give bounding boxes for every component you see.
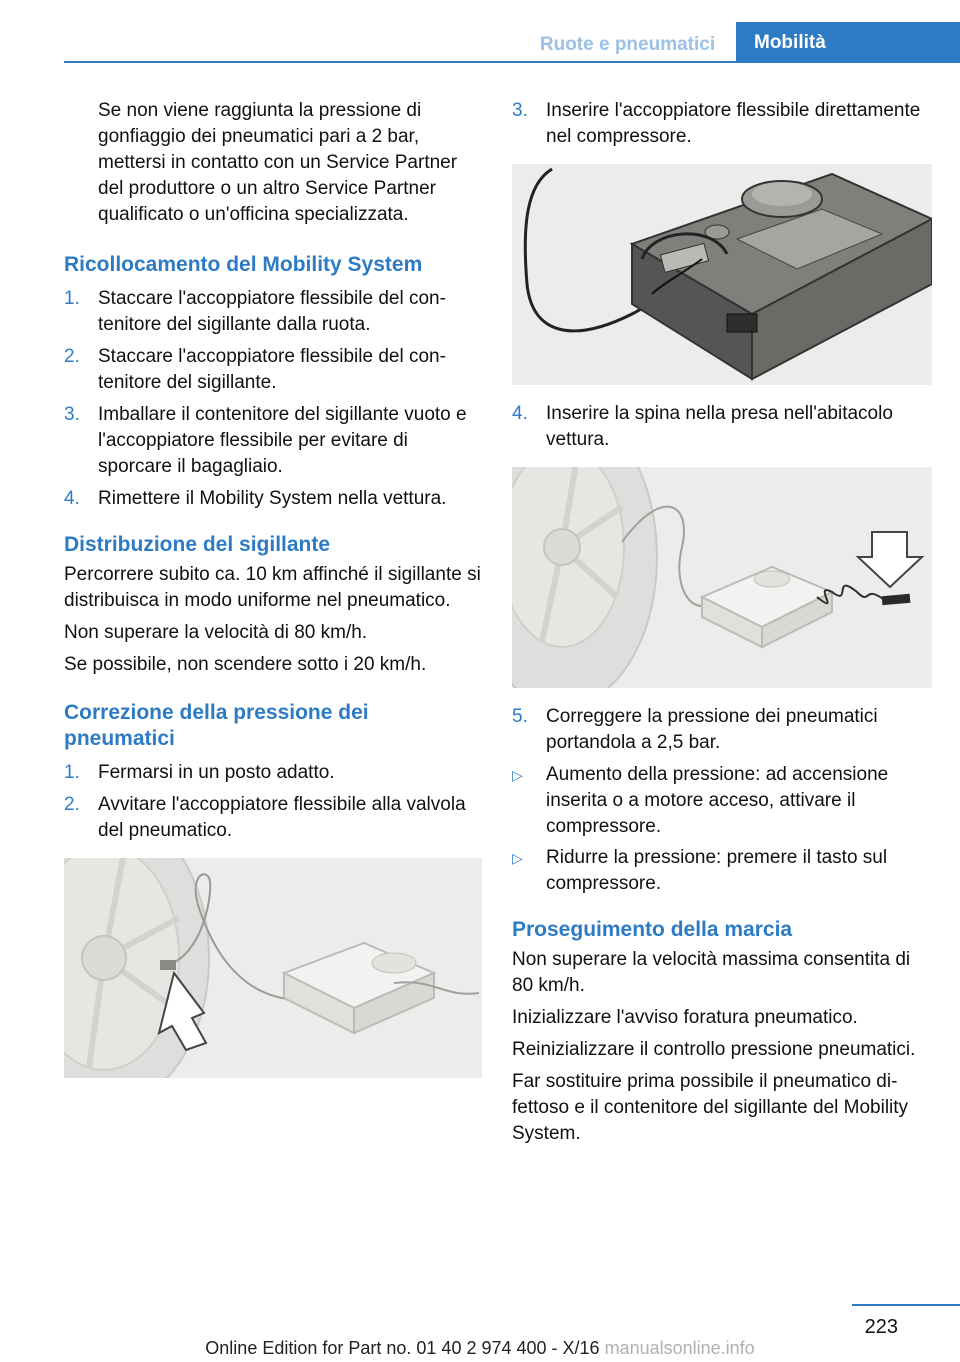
- left-column: [64, 98, 482, 1094]
- section-title-correzione: Correzione della pressione dei pneumatici: [64, 701, 369, 750]
- active-tab[interactable]: Mobilità: [736, 22, 960, 63]
- sub-item: [512, 762, 932, 840]
- step-number: 2.: [64, 346, 80, 367]
- step-number: 1.: [64, 762, 80, 783]
- steps-spina: [512, 401, 932, 453]
- step-text: Rimettere il Mobility System nella vettura.: [98, 488, 447, 509]
- paragraph: Far sostituire prima possibile il pneumatico difettoso e il contenitore del sigillante del Mobility System.: [512, 1071, 909, 1144]
- step-item: [64, 286, 482, 338]
- triangle-icon: ▷: [512, 767, 523, 783]
- paragraph: Se possibile, non scendere sotto i 20 km/h.: [64, 654, 427, 675]
- step-text: Staccare l'accoppiatore flessibile del contenitore del sigillante dalla ruota.: [98, 288, 446, 335]
- footer-edition: [0, 1338, 960, 1359]
- sub-item-text: Aumento della pressione: ad accensione inserita o a motore acceso, attivare il compressore.: [546, 764, 889, 837]
- sub-steps-pressione: [512, 762, 932, 897]
- step-text: Staccare l'accoppiatore flessibile del contenitore del sigillante.: [98, 346, 446, 393]
- triangle-icon: ▷: [512, 850, 523, 866]
- figure-plug-socket: [512, 467, 932, 688]
- step-number: 4.: [64, 488, 80, 509]
- section-title-ricollocamento: Ricollocamento del Mobility System: [64, 253, 423, 276]
- steps-correggere: [512, 704, 932, 756]
- step-number: 3.: [64, 404, 80, 425]
- step-text: Fermarsi in un posto adatto.: [98, 762, 335, 783]
- paragraph: Non superare la velocità di 80 km/h.: [64, 622, 368, 643]
- figure-valve-connection: [64, 858, 482, 1078]
- step-item: [512, 704, 932, 756]
- section-tab[interactable]: Ruote e pneumatici: [539, 33, 716, 55]
- edition-text: Online Edition for Part no. 01 40 2 974 400 - X/16: [205, 1338, 600, 1358]
- step-text: Correggere la pressione dei pneumatici portandola a 2,5 bar.: [546, 706, 878, 753]
- step-item: [64, 344, 482, 396]
- right-column: [512, 98, 932, 1147]
- step-text: Inserire la spina nella presa nell'abitacolo vettura.: [546, 403, 893, 450]
- step-text: Avvitare l'accoppiatore flessibile alla valvola del pneumatico.: [98, 794, 466, 841]
- paras-distribuzione: [64, 562, 482, 678]
- footer-rule: [852, 1304, 960, 1306]
- watermark-text: manualsonline.info: [604, 1338, 755, 1358]
- paragraph: Non superare la velocità massima consentita di 80 km/h.: [512, 949, 911, 996]
- step-item: [64, 486, 482, 512]
- steps-ricollocamento: [64, 286, 482, 512]
- step-number: 5.: [512, 706, 528, 727]
- step-number: 1.: [64, 288, 80, 309]
- step-text: Imballare il contenitore del sigillante vuoto e l'accoppiatore flessibile per evitare di sporcare il bagagliaio.: [98, 404, 467, 477]
- paras-proseguimento: [512, 947, 932, 1147]
- step-item: [512, 401, 932, 453]
- step-number: 4.: [512, 403, 528, 424]
- step-number: 2.: [64, 794, 80, 815]
- step-number: 3.: [512, 100, 528, 121]
- intro-paragraph: Se non viene raggiunta la pressione di gonfiaggio dei pneumatici pari a 2 bar, mettersi in contatto con un Service Partner del produttore o un altro Service Partner qualificato o un'officina specializzata.: [98, 100, 458, 225]
- step-text: Inserire l'accoppiatore flessibile direttamente nel compressore.: [546, 100, 921, 147]
- step-item: [64, 792, 482, 844]
- steps-correzione: [64, 760, 482, 844]
- section-title-distribuzione: Distribuzione del sigillante: [64, 533, 331, 556]
- paragraph: Reinizializzare il controllo pressione pneumatici.: [512, 1039, 916, 1060]
- steps-compressore: [512, 98, 932, 150]
- sub-item: [512, 845, 932, 897]
- section-title-proseguimento: Proseguimento della marcia: [512, 918, 793, 941]
- paragraph: Percorrere subito ca. 10 km affinché il sigillante si distribuisca in modo uniforme nel pneumatico.: [64, 564, 481, 611]
- step-item: [512, 98, 932, 150]
- step-item: [64, 402, 482, 480]
- paragraph: Inizializzare l'avviso foratura pneumatico.: [512, 1007, 858, 1028]
- page-number: 223: [864, 1316, 898, 1338]
- sub-item-text: Ridurre la pressione: premere il tasto sul compressore.: [546, 847, 888, 894]
- figure-compressor-hose: [512, 164, 932, 385]
- step-item: [64, 760, 482, 786]
